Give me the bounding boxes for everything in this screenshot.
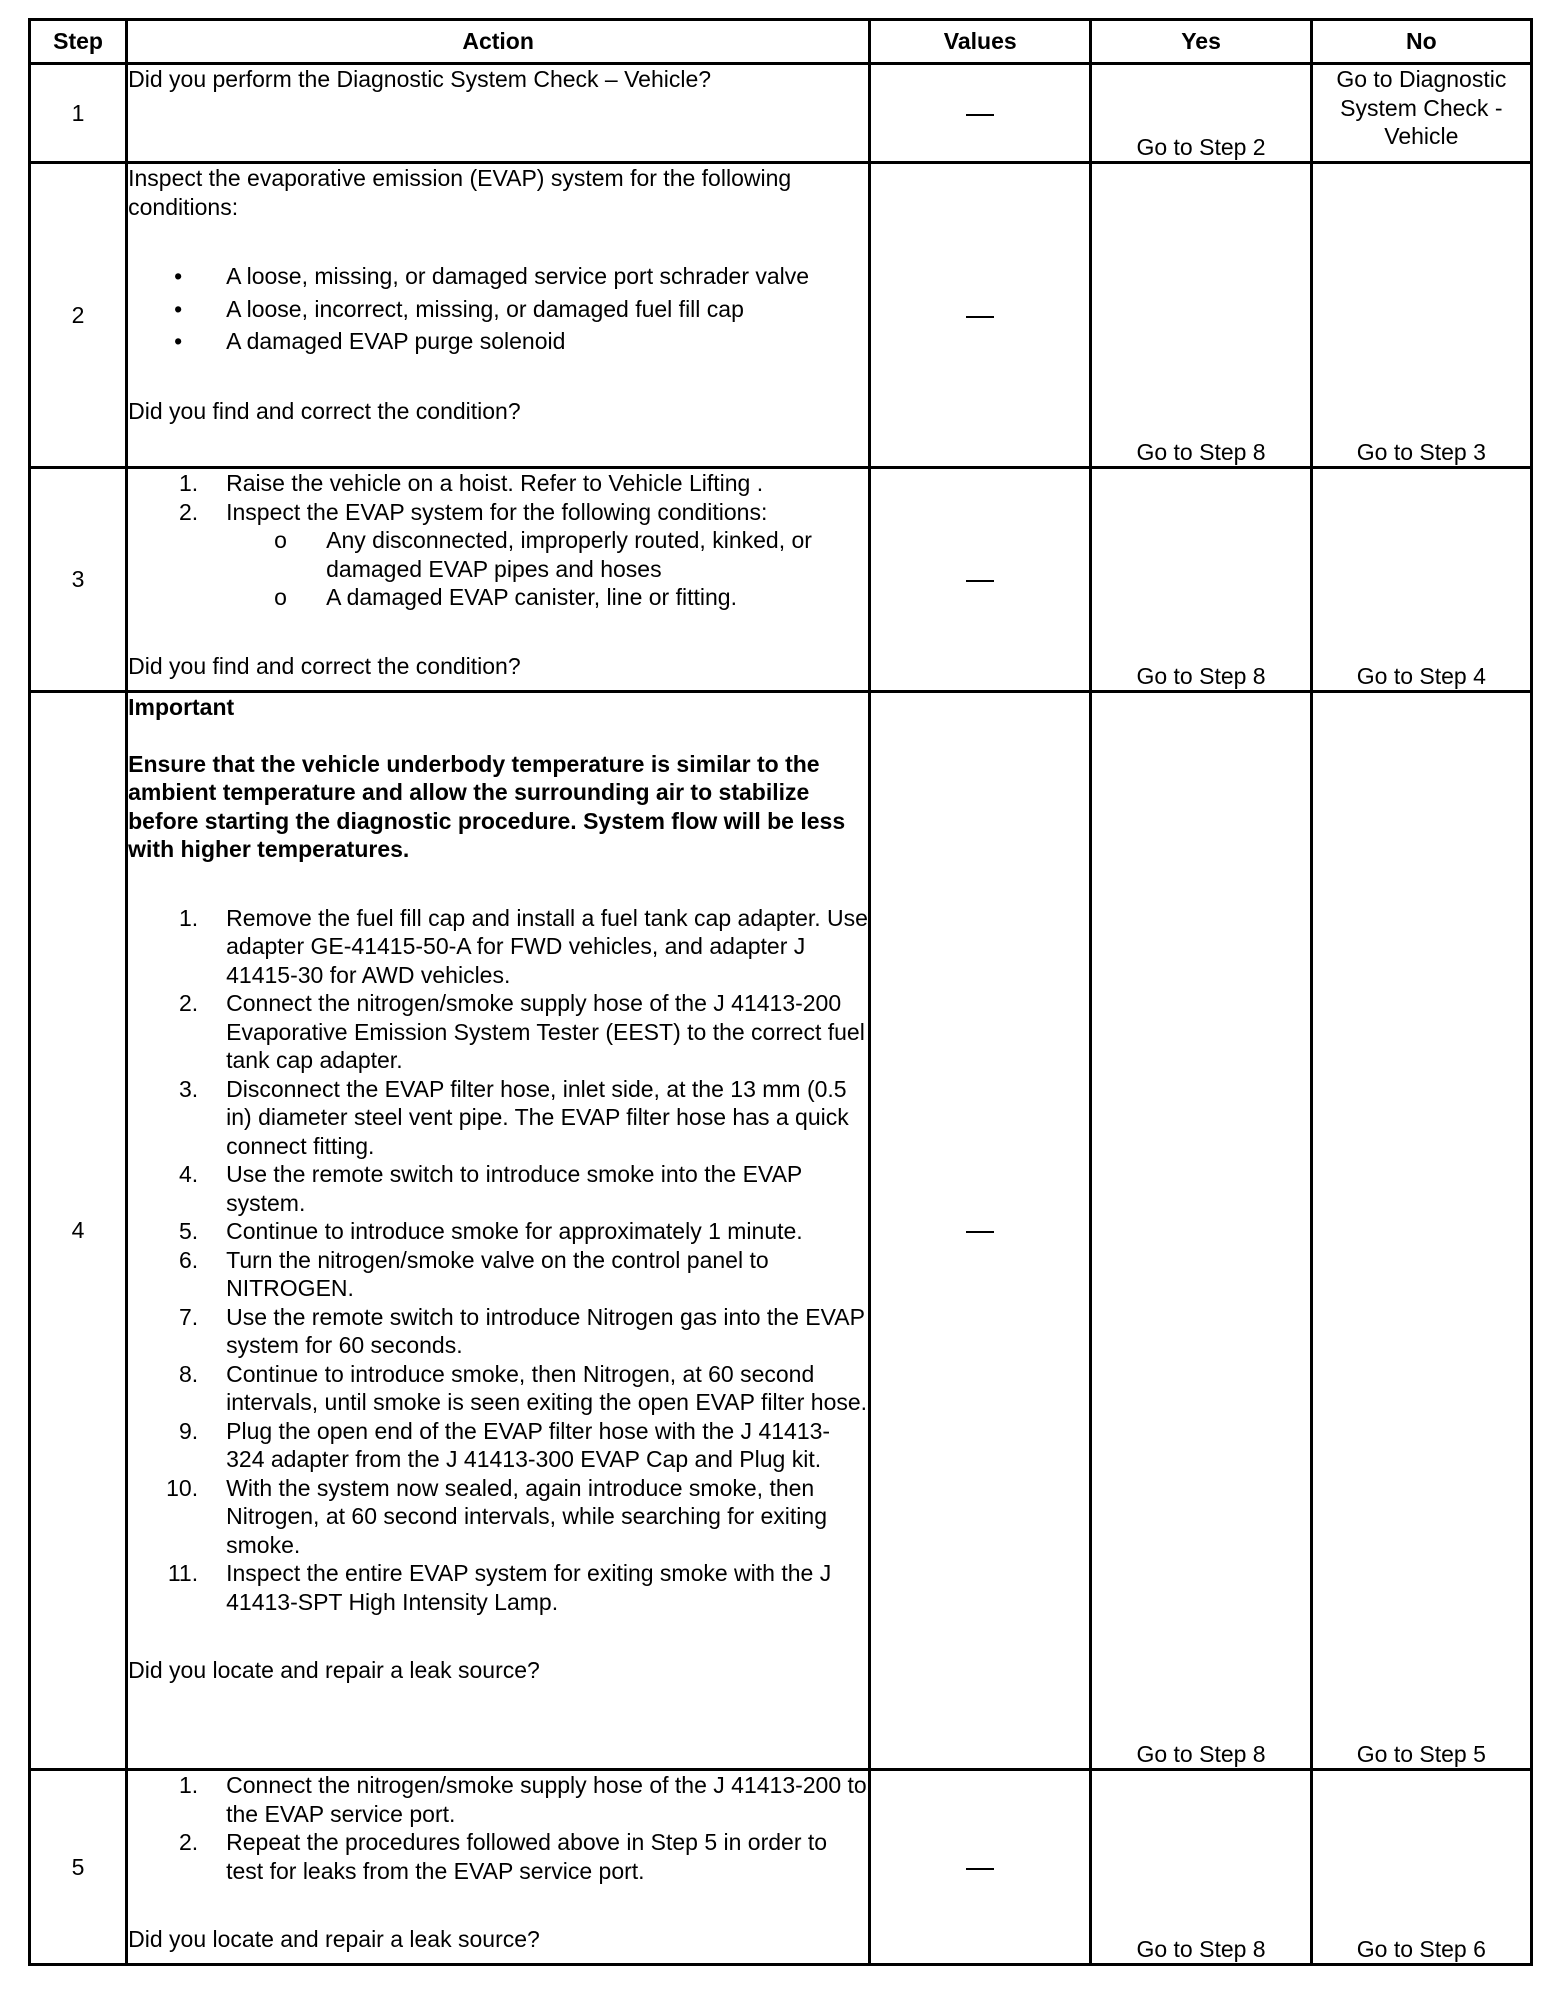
no-result: Go to Step 3 xyxy=(1311,163,1531,468)
condition-item: • A damaged EVAP purge solenoid xyxy=(128,327,868,356)
action-cell xyxy=(127,1770,870,1965)
procedure-item: 1. Connect the nitrogen/smoke supply hose of the J 41413-200 to the EVAP service port. xyxy=(178,1772,867,1827)
em-dash xyxy=(966,1868,994,1870)
action-question: Did you find and correct the condition? xyxy=(128,652,521,679)
procedure-item: 4. Use the remote switch to introduce smoke into the EVAP system. xyxy=(178,1161,802,1216)
values-cell xyxy=(870,468,1091,692)
procedure-item: 9. Plug the open end of the EVAP filter hose with the J 41413-324 adapter from the J 41413-300 EVAP Cap and Plug kit. xyxy=(178,1417,831,1472)
em-dash xyxy=(966,316,994,318)
step-row-4 xyxy=(30,692,1532,1770)
values-cell xyxy=(870,1770,1091,1965)
values-cell xyxy=(870,692,1091,1770)
no-result: Go to Step 4 xyxy=(1311,468,1531,692)
header-row xyxy=(30,20,1532,64)
yes-result: Go to Step 2 xyxy=(1091,64,1311,163)
procedure-item: 1. Raise the vehicle on a hoist. Refer to Vehicle Lifting . xyxy=(178,470,764,496)
step-number: 5 xyxy=(30,1770,127,1965)
important-title: Important xyxy=(128,694,235,720)
yes-result: Go to Step 8 xyxy=(1091,692,1311,1770)
header-yes: Yes xyxy=(1091,20,1311,64)
step-row-1 xyxy=(30,64,1532,163)
yes-result: Go to Step 8 xyxy=(1091,163,1311,468)
procedure-item: 11. Inspect the entire EVAP system for exiting smoke with the J 41413-SPT High Intensity Lamp. xyxy=(167,1560,832,1615)
header-action: Action xyxy=(127,20,870,64)
sub-condition-list xyxy=(226,526,868,612)
sub-condition-item: o A damaged EVAP canister, line or fitting. xyxy=(128,583,868,612)
yes-result: Go to Step 8 xyxy=(1091,468,1311,692)
important-text: Ensure that the vehicle underbody temperature is similar to the ambient temperature and allow the surrounding air to stabilize before starting the diagnostic procedure. System flow will be less with higher temperatures. xyxy=(128,750,846,862)
action-question: Did you perform the Diagnostic System Check – Vehicle? xyxy=(128,66,712,92)
action-question: Did you find and correct the condition? xyxy=(128,397,521,424)
procedure-item: 5. Continue to introduce smoke for approximately 1 minute. xyxy=(178,1218,803,1244)
header-step: Step xyxy=(30,20,127,64)
step-number: 3 xyxy=(30,468,127,692)
step-number: 2 xyxy=(30,163,127,468)
step-number: 1 xyxy=(30,64,127,163)
step-number: 4 xyxy=(30,692,127,1770)
procedure-list xyxy=(128,1771,868,1885)
procedure-item: 8. Continue to introduce smoke, then Nitrogen, at 60 second intervals, until smoke is seen exiting the open EVAP filter hose. xyxy=(178,1360,868,1415)
action-cell xyxy=(127,64,870,163)
step-row-3 xyxy=(30,468,1532,692)
em-dash xyxy=(966,1231,994,1233)
diagnostic-table xyxy=(28,18,1533,1966)
action-question: Did you locate and repair a leak source? xyxy=(128,1657,540,1683)
no-result: Go to Step 6 xyxy=(1311,1770,1531,1965)
procedure-item: 6. Turn the nitrogen/smoke valve on the control panel to NITROGEN. xyxy=(178,1246,769,1301)
procedure-item: 2. Inspect the EVAP system for the following conditions: o Any disconnected, improperly routed, kinked, or damaged EVAP pipes and hoses o A damaged EVAP canister, line or fitting. xyxy=(128,498,868,612)
sub-condition-item: o Any disconnected, improperly routed, kinked, or damaged EVAP pipes and hoses xyxy=(128,526,868,583)
values-cell xyxy=(870,64,1091,163)
action-cell xyxy=(127,692,870,1770)
procedure-item: 10. With the system now sealed, again introduce smoke, then Nitrogen, at 60 second intervals, while searching for exiting smoke. xyxy=(166,1474,827,1558)
condition-list xyxy=(128,262,868,356)
procedure-item: 2. Repeat the procedures followed above in Step 5 in order to test for leaks from the EVAP service port. xyxy=(178,1829,828,1884)
no-result: Go to Diagnostic System Check - Vehicle xyxy=(1311,64,1531,163)
header-no: No xyxy=(1311,20,1531,64)
em-dash xyxy=(966,580,994,582)
em-dash xyxy=(966,114,994,116)
step-row-2 xyxy=(30,163,1532,468)
procedure-list xyxy=(128,904,868,1617)
no-result: Go to Step 5 xyxy=(1311,692,1531,1770)
procedure-list xyxy=(128,469,868,612)
action-question: Did you locate and repair a leak source? xyxy=(128,1926,540,1952)
action-cell xyxy=(127,468,870,692)
step-row-5 xyxy=(30,1770,1532,1965)
condition-item: • A loose, missing, or damaged service port schrader valve xyxy=(128,262,868,291)
procedure-item: 2. Connect the nitrogen/smoke supply hose of the J 41413-200 Evaporative Emission System Tester (EEST) to the correct fuel tank cap adapter. xyxy=(178,990,865,1073)
action-intro: Inspect the evaporative emission (EVAP) system for the following conditions: xyxy=(128,165,792,220)
action-cell xyxy=(127,163,870,468)
header-values: Values xyxy=(870,20,1091,64)
yes-result: Go to Step 8 xyxy=(1091,1770,1311,1965)
procedure-item: 1. Remove the fuel fill cap and install a fuel tank cap adapter. Use adapter GE-41415-50-A for FWD vehicles, and adapter J 41415-30 for AWD vehicles. xyxy=(178,904,868,988)
condition-item: • A loose, incorrect, missing, or damaged fuel fill cap xyxy=(128,295,868,324)
values-cell xyxy=(870,163,1091,468)
procedure-item: 3. Disconnect the EVAP filter hose, inlet side, at the 13 mm (0.5 in) diameter steel vent pipe. The EVAP filter hose has a quick connect fitting. xyxy=(178,1075,849,1159)
procedure-item: 7. Use the remote switch to introduce Nitrogen gas into the EVAP system for 60 seconds. xyxy=(178,1303,865,1358)
